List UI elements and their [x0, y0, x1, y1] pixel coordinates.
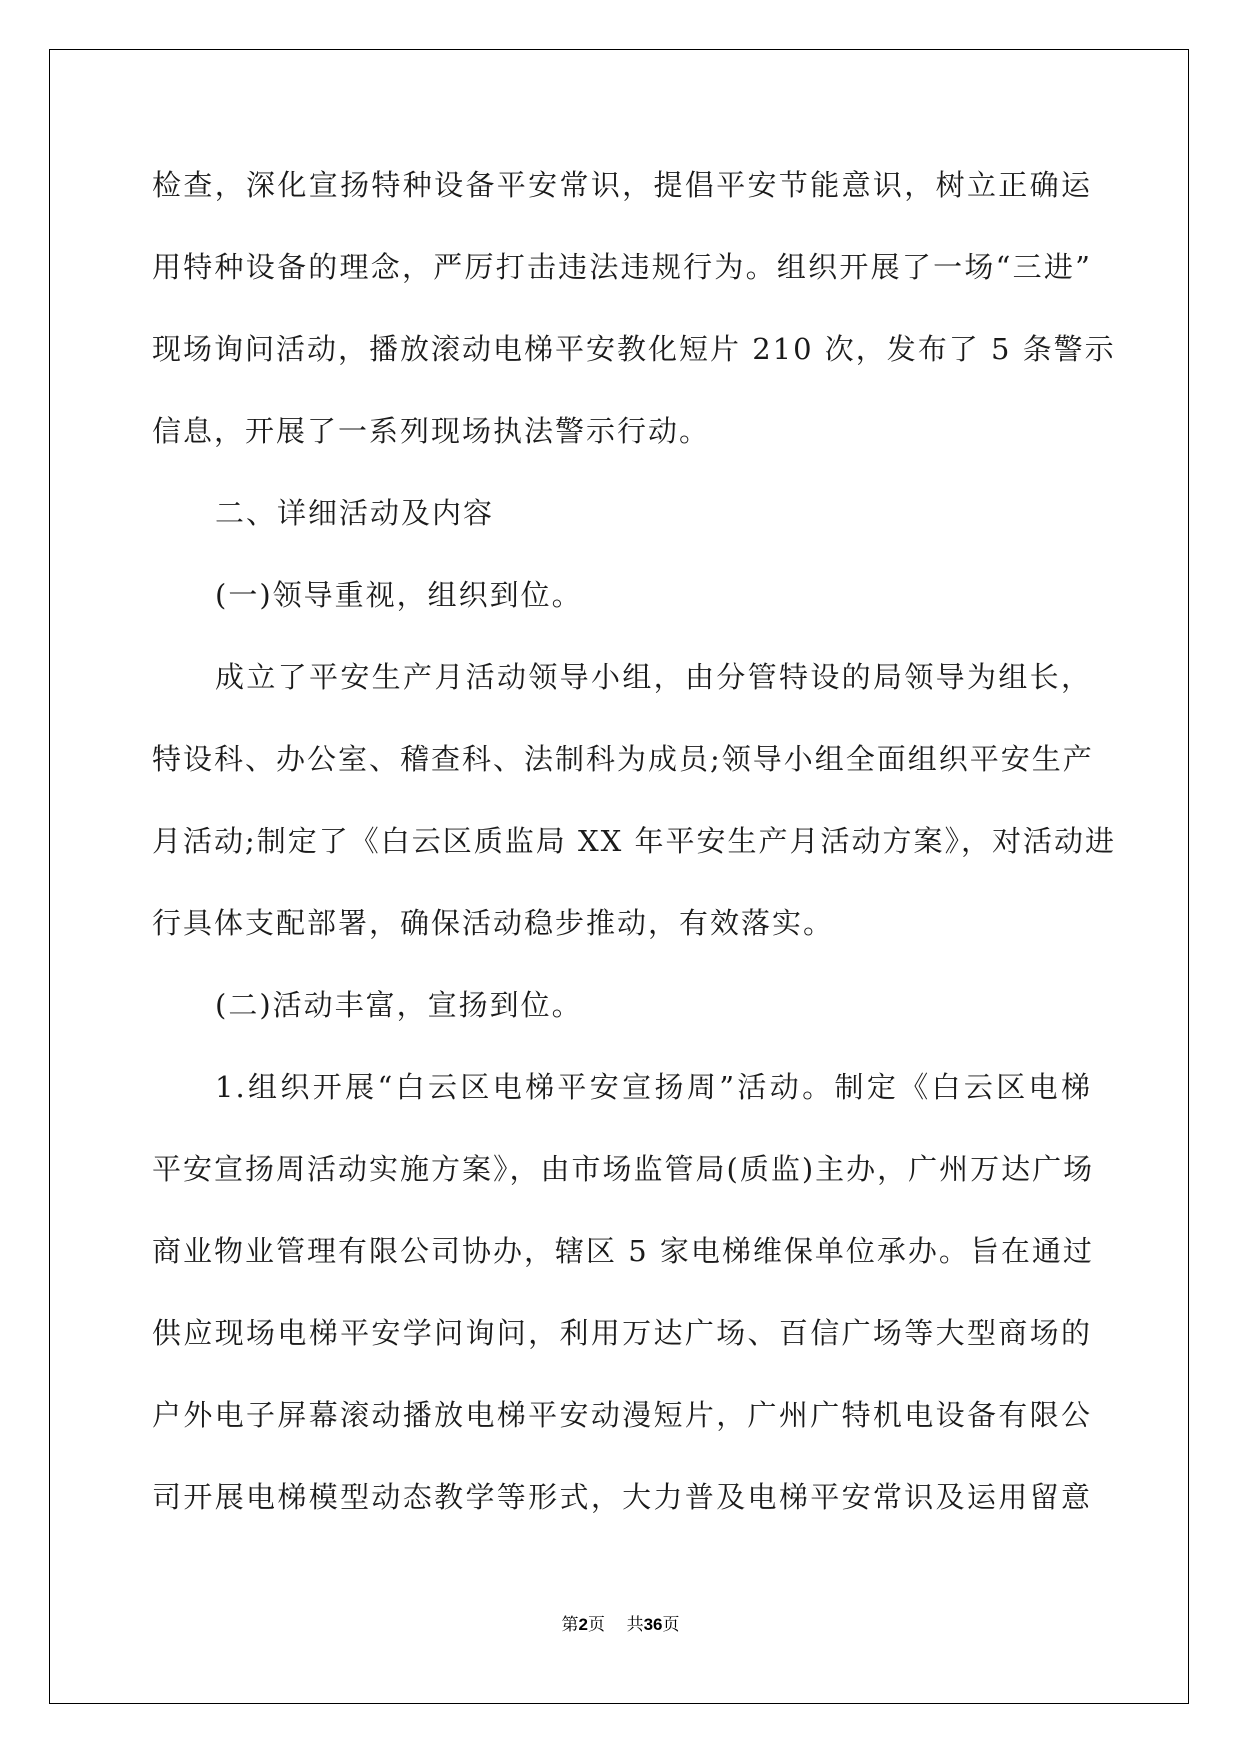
body-line: 商业物业管理有限公司协办，辖区 5 家电梯维保单位承办。旨在通过: [152, 1234, 1094, 1268]
footer-prefix: 第: [561, 1615, 579, 1635]
body-line: 现场询问活动，播放滚动电梯平安教化短片 210 次，发布了 5 条警示: [152, 332, 1116, 366]
body-line: 特设科、办公室、稽查科、法制科为成员;领导小组全面组织平安生产: [152, 742, 1094, 776]
body-line: 户外电子屏幕滚动播放电梯平安动漫短片，广州广特机电设备有限公: [152, 1398, 1092, 1432]
footer-total-suffix: 页: [662, 1615, 680, 1635]
body-line: 成立了平安生产月活动领导小组，由分管特设的局领导为组长，: [215, 660, 1092, 694]
body-line: 司开展电梯模型动态教学等形式，大力普及电梯平安常识及运用留意: [152, 1480, 1092, 1514]
body-line: 1.组织开展“白云区电梯平安宣扬周”活动。制定《白云区电梯: [215, 1070, 1092, 1104]
page-footer: [0, 1610, 1241, 1635]
section-heading: 二、详细活动及内容: [215, 496, 495, 530]
body-line: 供应现场电梯平安学问询问，利用万达广场、百信广场等大型商场的: [152, 1316, 1092, 1350]
subsection-heading: (二)活动丰富，宣扬到位。: [215, 988, 583, 1022]
body-line: 信息，开展了一系列现场执法警示行动。: [152, 414, 711, 448]
subsection-heading: (一)领导重视，组织到位。: [215, 578, 583, 612]
body-line: 行具体支配部署，确保活动稳步推动，有效落实。: [152, 906, 835, 940]
document-body: [152, 160, 1116, 1554]
body-line: 月活动;制定了《白云区质监局 XX 年平安生产月活动方案》，对活动进: [152, 824, 1116, 858]
body-line: 平安宣扬周活动实施方案》，由市场监管局(质监)主办，广州万达广场: [152, 1152, 1095, 1186]
footer-total-prefix: 共: [626, 1615, 644, 1635]
page-number: 2: [578, 1615, 588, 1634]
total-pages: 36: [643, 1615, 663, 1634]
body-line: 用特种设备的理念，严厉打击违法违规行为。组织开展了一场“三进”: [152, 250, 1092, 284]
footer-page-suffix: 页: [587, 1615, 605, 1635]
body-line: 检查，深化宣扬特种设备平安常识，提倡平安节能意识，树立正确运: [152, 168, 1092, 202]
